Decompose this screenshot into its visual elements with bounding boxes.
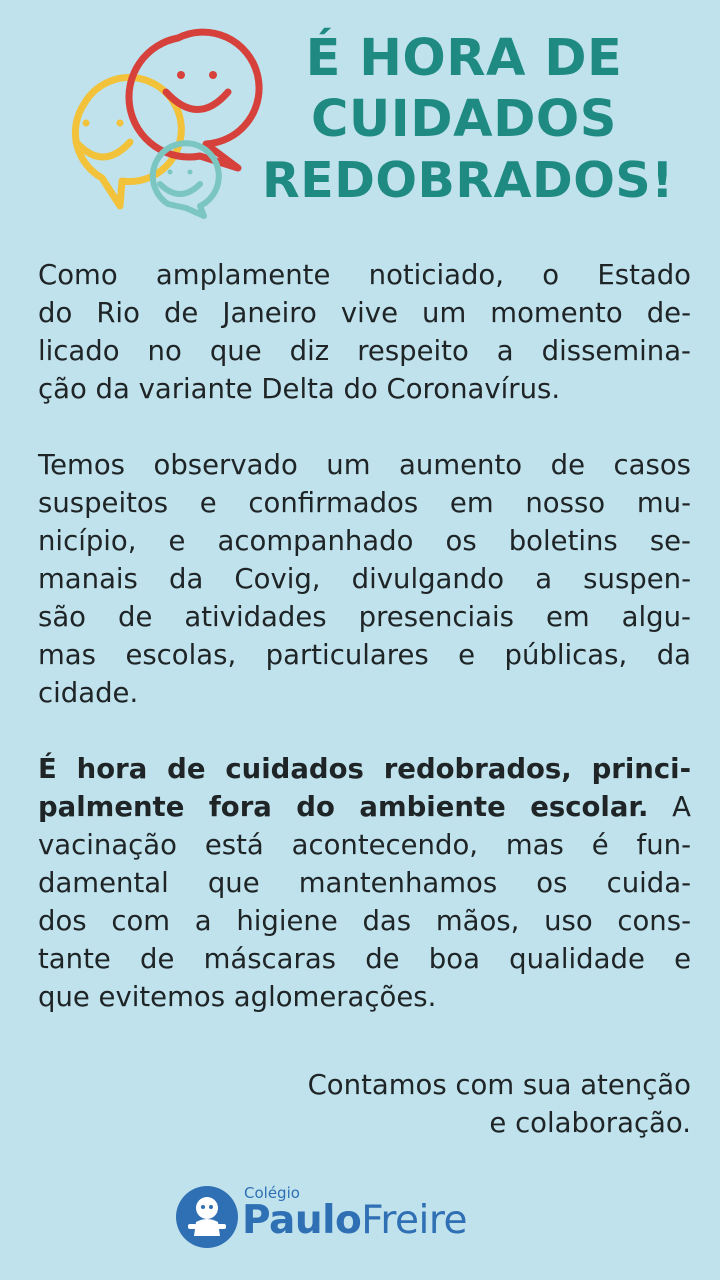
school-mascot-icon bbox=[176, 1186, 238, 1248]
title-line-1: É HORA DE bbox=[305, 29, 623, 88]
text-line: Temos observado um aumento de casos bbox=[38, 449, 691, 481]
logo-name-second: Freire bbox=[361, 1198, 468, 1243]
text-fragment: A bbox=[648, 791, 691, 823]
paragraph-3 bbox=[38, 750, 691, 1016]
text-line: vacinação está acontecendo, mas é fun- bbox=[38, 829, 691, 861]
closing-text bbox=[38, 1066, 691, 1142]
text-line: são de atividades presenciais em algu- bbox=[38, 601, 691, 633]
closing-line-1: Contamos com sua atenção bbox=[307, 1069, 691, 1101]
school-logo bbox=[176, 1182, 516, 1248]
text-line: cidade. bbox=[38, 677, 139, 709]
body-text bbox=[38, 256, 691, 1054]
text-line: suspeitos e confirmados em nosso mu- bbox=[38, 487, 691, 519]
text-line: Como amplamente noticiado, o Estado bbox=[38, 259, 691, 291]
logo-name-first: Paulo bbox=[242, 1198, 362, 1243]
text-line: tante de máscaras de boa qualidade e bbox=[38, 943, 691, 975]
closing-line-2: e colaboração. bbox=[489, 1107, 691, 1139]
mixed-text-line bbox=[38, 788, 691, 826]
text-line: nicípio, e acompanhado os boletins se- bbox=[38, 525, 691, 557]
logo-small-text: Colégio bbox=[244, 1184, 300, 1202]
page-title bbox=[238, 28, 690, 211]
paragraph-1 bbox=[38, 256, 691, 408]
text-line: licado no que diz respeito a dissemina- bbox=[38, 335, 691, 367]
paragraph-2 bbox=[38, 446, 691, 712]
bold-text: palmente fora do ambiente escolar. bbox=[38, 791, 649, 823]
text-line: ção da variante Delta do Coronavírus. bbox=[38, 373, 561, 405]
logo-name bbox=[242, 1198, 467, 1243]
header bbox=[0, 0, 720, 235]
text-line: damental que mantenhamos os cuida- bbox=[38, 867, 691, 899]
text-line: do Rio de Janeiro vive um momento de- bbox=[38, 297, 691, 329]
text-line: que evitemos aglomerações. bbox=[38, 981, 437, 1013]
mascot-icon bbox=[176, 1186, 238, 1248]
title-line-3: REDOBRADOS! bbox=[262, 152, 674, 209]
bold-text-line: É hora de cuidados redobrados, princi- bbox=[38, 753, 691, 785]
text-line: mas escolas, particulares e públicas, da bbox=[38, 639, 691, 671]
title-line-2: CUIDADOS bbox=[310, 90, 618, 149]
text-line: manais da Covig, divulgando a suspen- bbox=[38, 563, 691, 595]
text-line: dos com a higiene das mãos, uso cons- bbox=[38, 905, 691, 937]
